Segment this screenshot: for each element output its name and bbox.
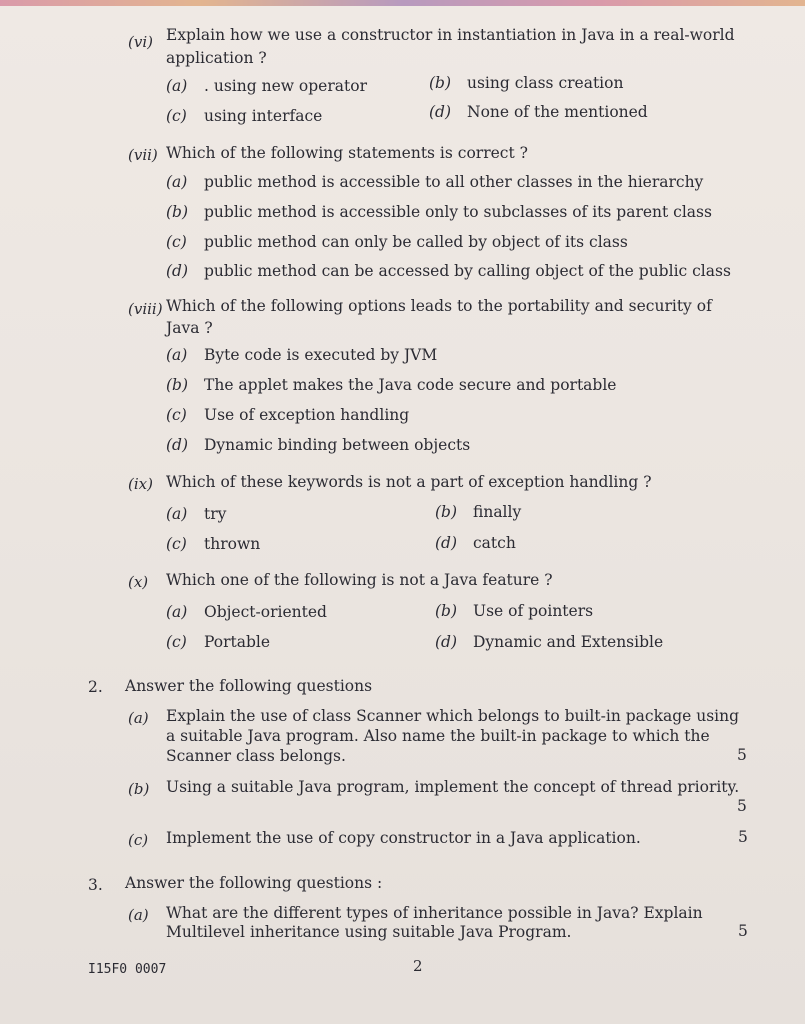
option-b: (b) finally bbox=[435, 503, 522, 521]
part-label: (b) bbox=[128, 780, 150, 798]
part-label: (a) bbox=[128, 906, 149, 924]
option-d: (d) public method can be accessed by calling object of the public class bbox=[166, 262, 731, 280]
option-c: (c) thrown bbox=[166, 535, 261, 553]
question-number: (ix) bbox=[128, 475, 153, 493]
marks: 5 bbox=[738, 922, 748, 940]
option-d: (d) None of the mentioned bbox=[429, 103, 648, 121]
question-heading: Answer the following questions bbox=[125, 677, 373, 695]
option-b: (b) The applet makes the Java code secure and portable bbox=[166, 376, 617, 394]
marks: 5 bbox=[737, 746, 747, 764]
question-number: (vi) bbox=[128, 33, 153, 51]
paper-code: I15F0 0007 bbox=[88, 962, 167, 977]
option-a: (a) try bbox=[166, 505, 227, 523]
option-c: (c) public method can only be called by object of its class bbox=[166, 233, 628, 251]
page-number: 2 bbox=[413, 957, 423, 975]
part-text-cont: a suitable Java program. Also name the built-in package to which the bbox=[166, 727, 710, 745]
option-c: (c) Portable bbox=[166, 633, 271, 651]
marks: 5 bbox=[737, 797, 747, 815]
option-b: (b) Use of pointers bbox=[435, 602, 594, 620]
question-number: 2. bbox=[88, 678, 103, 696]
option-d: (d) Dynamic binding between objects bbox=[166, 436, 471, 454]
question-number: (vii) bbox=[128, 146, 158, 164]
part-text: Explain the use of class Scanner which belongs to built-in package using bbox=[166, 707, 740, 725]
option-b: (b) using class creation bbox=[429, 74, 624, 92]
part-text: Implement the use of copy constructor in a Java application. bbox=[166, 829, 641, 847]
option-a: (a) Byte code is executed by JVM bbox=[166, 346, 438, 364]
question-text-cont: Java ? bbox=[166, 319, 213, 337]
part-text-cont: Scanner class belongs. bbox=[166, 747, 346, 765]
marks: 5 bbox=[738, 828, 748, 846]
question-number: 3. bbox=[88, 876, 103, 894]
option-c: (c) Use of exception handling bbox=[166, 406, 410, 424]
part-text: What are the different types of inheritance possible in Java? Explain bbox=[166, 904, 703, 922]
option-a: (a) public method is accessible to all other classes in the hierarchy bbox=[166, 173, 704, 191]
option-c: (c) using interface bbox=[166, 107, 323, 125]
option-b: (b) public method is accessible only to subclasses of its parent class bbox=[166, 203, 712, 221]
question-text: Which of these keywords is not a part of exception handling ? bbox=[166, 473, 652, 491]
question-text: Which of the following options leads to the portability and security of bbox=[166, 297, 712, 315]
part-text: Using a suitable Java program, implement the concept of thread priority. bbox=[166, 778, 740, 796]
question-heading: Answer the following questions : bbox=[125, 874, 383, 892]
option-a: (a) . using new operator bbox=[166, 77, 367, 95]
part-text-cont: Multilevel inheritance using suitable Java Program. bbox=[166, 923, 572, 941]
question-text-cont: application ? bbox=[166, 49, 267, 67]
part-label: (c) bbox=[128, 831, 149, 849]
question-number: (viii) bbox=[128, 300, 163, 318]
question-text: Which of the following statements is correct ? bbox=[166, 144, 528, 162]
question-text: Which one of the following is not a Java feature ? bbox=[166, 571, 553, 589]
part-label: (a) bbox=[128, 709, 149, 727]
option-d: (d) catch bbox=[435, 534, 516, 552]
question-text: Explain how we use a constructor in instantiation in Java in a real-world bbox=[166, 26, 735, 44]
option-d: (d) Dynamic and Extensible bbox=[435, 633, 664, 651]
question-number: (x) bbox=[128, 573, 149, 591]
option-a: (a) Object-oriented bbox=[166, 603, 327, 621]
